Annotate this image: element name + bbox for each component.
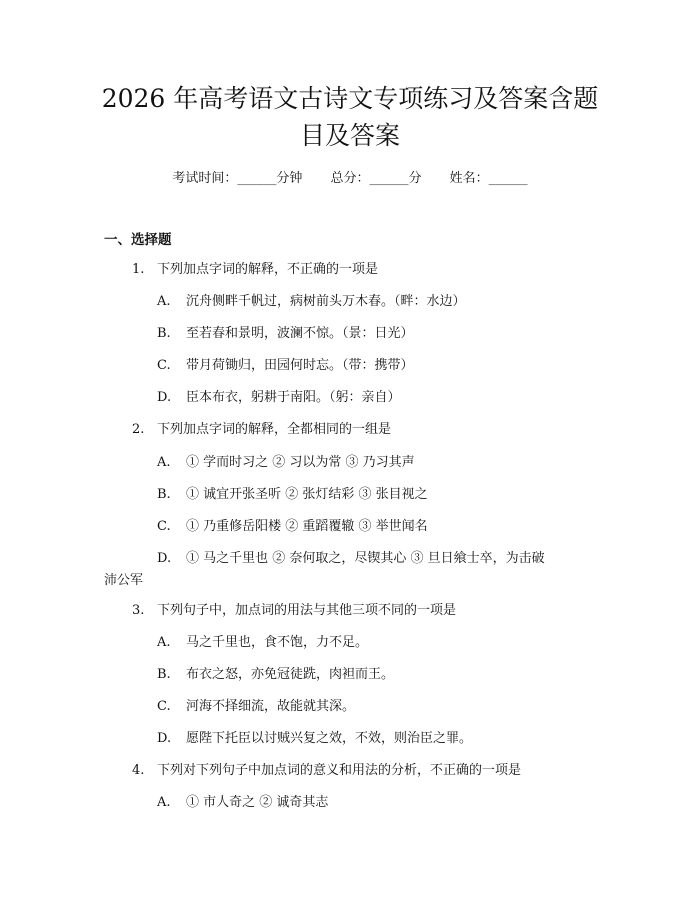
option-label: D. xyxy=(157,390,172,405)
option-text: 带月荷锄归，田园何时忘。（带：携带） xyxy=(186,358,414,373)
question-number: 4. xyxy=(132,763,145,778)
option-text: 臣本布衣，躬耕于南阳。（躬：亲自） xyxy=(186,390,401,405)
exam-meta xyxy=(0,169,700,189)
option-label: C. xyxy=(157,358,171,373)
option-text: 至若春和景明，波澜不惊。（景：日光） xyxy=(186,326,414,341)
question-number: 2. xyxy=(132,422,145,437)
option-text: 马之千里也，食不饱，力不足。 xyxy=(186,635,369,650)
question-number: 3. xyxy=(132,603,145,618)
option-label: D. xyxy=(157,551,172,566)
option-label: A. xyxy=(157,795,171,810)
option-text-continuation: 沛公军 xyxy=(104,573,144,588)
option-text: ① 乃重修岳阳楼 ② 重蹈覆辙 ③ 举世闻名 xyxy=(186,519,428,534)
option-label: C. xyxy=(157,699,171,714)
option-text: ① 学而时习之 ② 习以为常 ③ 乃习其声 xyxy=(186,455,415,470)
option-label: A. xyxy=(157,635,171,650)
option-text: ① 诚宜开张圣听 ② 张灯结彩 ③ 张目视之 xyxy=(186,487,428,502)
option-text: 沉舟侧畔千帆过，病树前头万木春。（畔：水边） xyxy=(186,294,466,309)
option-label: B. xyxy=(157,667,171,682)
option-label: B. xyxy=(157,487,171,502)
option-text: ① 市人奇之 ② 诚奇其志 xyxy=(186,795,329,810)
question-number: 1. xyxy=(132,262,145,277)
question-text: 下列加点字词的解释，不正确的一项是 xyxy=(157,262,379,277)
option-label: A. xyxy=(157,455,171,470)
option-text: ① 马之千里也 ② 奈何取之，尽锲其心 ③ 旦日飨士卒，为击破 xyxy=(186,551,545,566)
option-label: A. xyxy=(157,294,171,309)
total-score-field: 总分：______分 xyxy=(330,171,422,186)
option-text: 河海不择细流，故能就其深。 xyxy=(186,699,356,714)
option-text: 愿陛下托臣以讨贼兴复之效，不效，则治臣之罪。 xyxy=(186,731,473,746)
student-name-field: 姓名：______ xyxy=(449,171,528,186)
option-label: D. xyxy=(157,731,172,746)
section-heading: 一、选择题 xyxy=(104,232,172,248)
option-text: 布衣之怒，亦免冠徒跣，肉袒而王。 xyxy=(186,667,395,682)
option-label: C. xyxy=(157,519,171,534)
question-text: 下列句子中，加点词的用法与其他三项不同的一项是 xyxy=(157,603,457,618)
question-text: 下列加点字词的解释，全都相同的一组是 xyxy=(157,422,392,437)
question-text: 下列对下列句子中加点词的意义和用法的分析，不正确的一项是 xyxy=(157,763,522,778)
option-label: B. xyxy=(157,326,171,341)
exam-time-field: 考试时间：______分钟 xyxy=(172,171,303,186)
document-title: 2026 年高考语文古诗文专项练习及答案含题目及答案 xyxy=(101,84,599,150)
